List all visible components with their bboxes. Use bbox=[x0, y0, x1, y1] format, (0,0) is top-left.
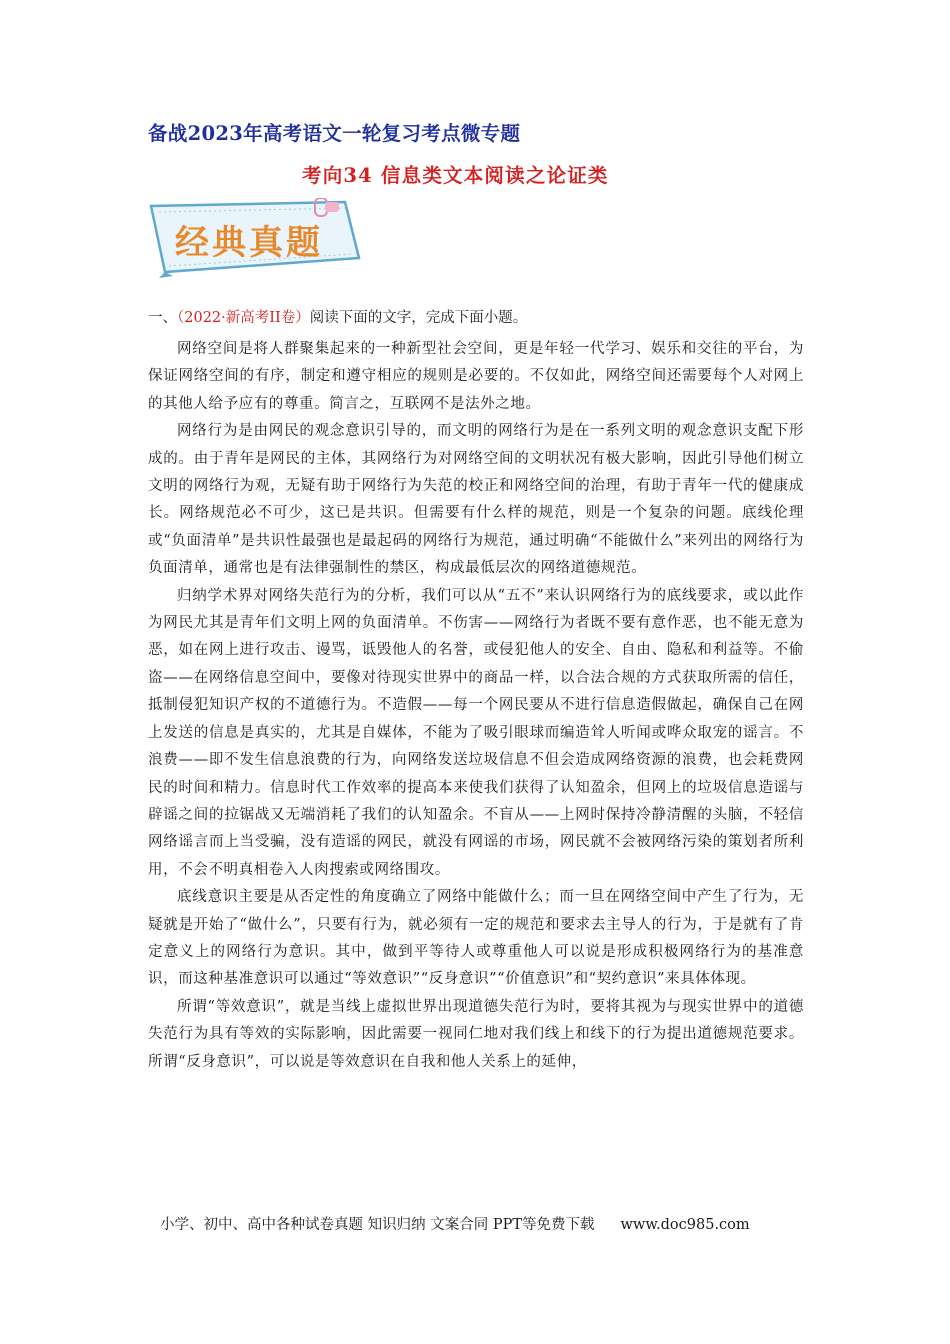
footer-site-link[interactable]: www.doc985.com bbox=[620, 1217, 750, 1233]
footer-text: 小学、初中、高中各种试卷真题 知识归纳 文案合同 PPT等免费下载 bbox=[160, 1217, 595, 1233]
paragraph: 所谓“等效意识”，就是当线上虚拟世界出现道德失范行为时，要将其视为与现实世界中的道德失范行为具有等效的实际影响，因此需要一视同仁地对我们线上和线下的行为提出道德规范要求。所谓“反身意识”，可以说是等效意识在自我和他人关系上的延伸， bbox=[148, 998, 804, 1070]
question-source: （2022·新高考II卷） bbox=[177, 310, 310, 326]
banner-label: 经典真题 bbox=[175, 223, 323, 263]
paragraph: 底线意识主要是从否定性的角度确立了网络中能做什么；而一旦在网络空间中产生了行为，无疑就是开始了“做什么”，只要有行为，就必须有一定的规范和要求去主导人的行为，于是就有了肯定意义上的网络行为意识。其中，做到平等待人或尊重他人可以说是形成积极网络行为的基准意识，而这种基准意识可以通过“等效意识”“反身意识”“价值意识”和“契约意识”来具体体现。 bbox=[148, 889, 804, 988]
series-title: 备战2023年高考语文一轮复习考点微专题 bbox=[148, 122, 521, 145]
question-number: 一、 bbox=[148, 310, 177, 326]
classic-questions-banner bbox=[145, 198, 370, 280]
reading-passage bbox=[148, 336, 804, 1076]
paragraph: 归纳学术界对网络失范行为的分析，我们可以从“五不”来认识网络行为的底线要求，或以此作为网民尤其是青年们文明上网的负面清单。不伤害——网络行为者既不要有意作恶，也不能无意为恶，如在网上进行攻击、谩骂，诋毁他人的名誉，或侵犯他人的安全、自由、隐私和利益等。不偷盗——在网络信息空间中，要像对待现实世界中的商品一样，以合法合规的方式获取所需的信任，抵制侵犯知识产权的不道德行为。不造假——每一个网民要从不进行信息造假做起，确保自己在网上发送的信息是真实的，尤其是自媒体，不能为了吸引眼球而编造耸人听闻或哗众取宠的谣言。不浪费——即不发生信息浪费的行为，向网络发送垃圾信息不但会造成网络资源的浪费，也会耗费网民的时间和精力。信息时代工作效率的提高本来使我们获得了认知盈余，但网上的垃圾信息造谣与辟谣之间的拉锯战又无端消耗了我们的认知盈余。不盲从——上网时保持冷静清醒的头脑，不轻信网络谣言而上当受骗，没有造谣的网民，就没有网谣的市场，网民就不会被网络污染的策划者所利用，不会不明真相卷入人肉搜索或网络围攻。 bbox=[148, 587, 804, 878]
paragraph: 网络空间是将人群聚集起来的一种新型社会空间，更是年轻一代学习、娱乐和交往的平台，为保证网络空间的有序，制定和遵守相应的规则是必要的。不仅如此，网络空间还需要每个人对网上的其他人给予应有的尊重。简言之，互联网不是法外之地。 bbox=[148, 341, 804, 412]
paragraph: 网络行为是由网民的观念意识引导的，而文明的网络行为是在一系列文明的观念意识支配下形成的。由于青年是网民的主体，其网络行为对网络空间的文明状况有极大影响，因此引导他们树立文明的网络行为观，无疑有助于网络行为失范的校正和网络空间的治理，有助于青年一代的健康成长。网络规范必不可少，这已是共识。但需要有什么样的规范，则是一个复杂的问题。底线伦理或“负面清单”是共识性最强也是最起码的网络行为规范，通过明确“不能做什么”来列出的网络行为负面清单，通常也是有法律强制性的禁区，构成最低层次的网络道德规范。 bbox=[148, 423, 804, 577]
question-instruction: 阅读下面的文字，完成下面小题。 bbox=[309, 310, 528, 326]
footer bbox=[160, 1213, 750, 1234]
topic-title: 考向34 信息类文本阅读之论证类 bbox=[302, 164, 609, 187]
question-heading bbox=[148, 308, 527, 328]
